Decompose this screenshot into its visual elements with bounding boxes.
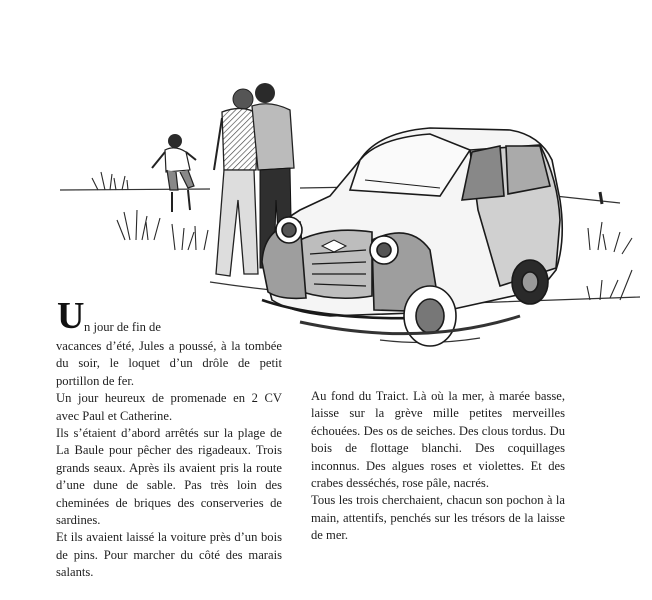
child-figure [152, 134, 196, 212]
fence-post [600, 192, 602, 204]
opening-line [56, 295, 282, 338]
citroen-2cv-car [262, 128, 562, 346]
paragraph-2: Un jour heureux de promenade en 2 CV avec Paul et Catherine. [56, 391, 282, 423]
paragraph-opening [56, 295, 282, 390]
text-column-left [56, 295, 282, 582]
text-column-right [311, 388, 565, 545]
drop-cap: U [57, 295, 85, 337]
adult-figure-1 [214, 89, 258, 276]
paragraph-1-text: vacances d’été, Jules a poussé, à la tombée du soir, le loquet d’un drôle de petit portillon de fer. [56, 339, 282, 388]
paragraph-6: Tous les trois cherchaient, chacun son pochon à la main, attentifs, penchés sur les trésors de la laisse de mer. [311, 493, 565, 543]
paragraph-5: Au fond du Traict. Là où la mer, à marée basse, laisse sur la grève mille petites merveilles échouées. Des os de seiches. Des clous tordus. Du bois de flottage blanchi. Des coquillages inconnus. Des algues roses et violettes. Et des crabes desséchés, rose pâle, nacrés. [311, 389, 565, 491]
paragraph-3: Ils s’étaient d’abord arrêtés sur la plage de La Baule pour pêcher des rigadeaux. Trois grands seaux. Après ils avaient pris la route d’une dune de sable. Pas très loin des cheminées de briques des conserveries de sardines. [56, 426, 282, 528]
opening-line-text: n jour de fin de [84, 320, 161, 334]
paragraph-4: Et ils avaient laissé la voiture près d’un bois de pins. Pour marcher du côté des marais salants. [56, 530, 282, 580]
